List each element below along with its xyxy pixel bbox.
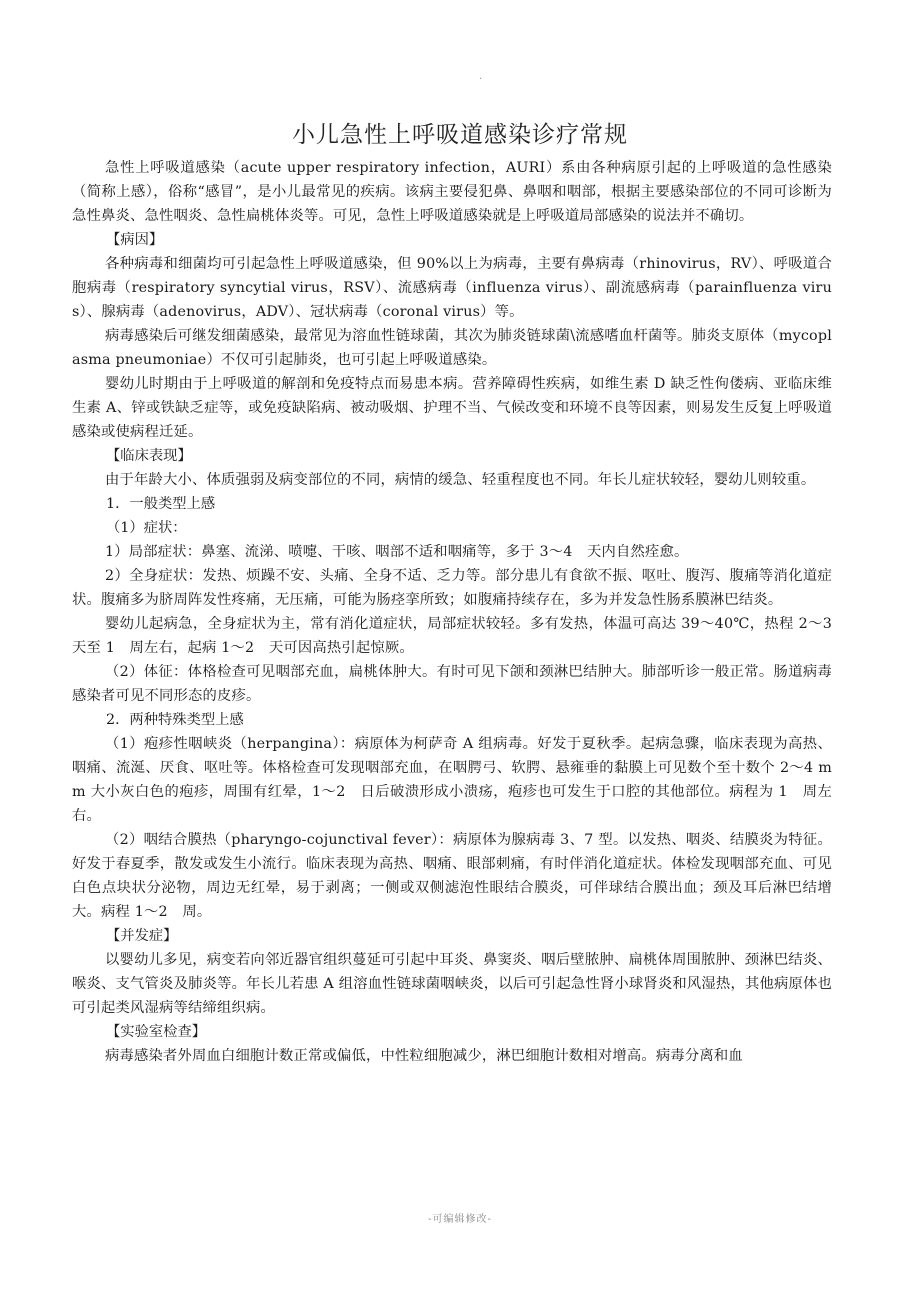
clinical-paragraph-signs: （2）体征：体格检查可见咽部充血，扁桃体肿大。有时可见下颌和颈淋巴结肿大。肺部听诊一般正常。肠道病毒感染者可见不同形态的皮疹。 bbox=[72, 664, 832, 704]
clinical-paragraph-pcf: （2）咽结合膜热（pharyngo-cojunctival fever）：病原体为腺病毒 3、7 型。以发热、咽炎、结膜炎为特征。好发于春夏季，散发或发生小流行。临床表现为高热、咽痛、眼部刺痛，有时伴消化道症状。体检发现咽部充血、可见白色点块状分泌物，周边无红晕，易于剥离；一侧或双侧滤泡性眼结合膜炎，可伴球结合膜出血；颈及耳后淋巴结增大。病程 1～2 周。 bbox=[72, 832, 832, 920]
etiology-paragraph-2: 病毒感染后可继发细菌感染，最常见为溶血性链球菌，其次为肺炎链球菌\流感嗜血杆菌等。肺炎支原体（mycoplasma pneumoniae）不仅可引起肺炎，也可引起上呼吸道感染。 bbox=[72, 328, 832, 368]
etiology-paragraph-3: 婴幼儿时期由于上呼吸道的解剖和免疫特点而易患本病。营养障碍性疾病，如维生素 D 缺乏性佝偻病、亚临床维生素 A、锌或铁缺乏症等，或免疫缺陷病、被动吸烟、护理不当、气候改变和环境不良等因素，则易发生反复上呼吸道感染或使病程迁延。 bbox=[72, 376, 832, 440]
section-heading-complications: 【并发症】 bbox=[106, 928, 178, 944]
top-mark: · bbox=[479, 74, 483, 85]
clinical-subheading-special: 2．两种特殊类型上感 bbox=[106, 712, 244, 728]
clinical-paragraph-local: 1）局部症状：鼻塞、流涕、喷嚏、干咳、咽部不适和咽痛等，多于 3～4 天内自然痊愈。 bbox=[105, 544, 689, 560]
section-heading-clinical: 【临床表现】 bbox=[106, 448, 192, 464]
complications-paragraph: 以婴幼儿多见，病变若向邻近器官组织蔓延可引起中耳炎、鼻窦炎、咽后壁脓肿、扁桃体周围脓肿、颈淋巴结炎、喉炎、支气管炎及肺炎等。年长儿若患 A 组溶血性链球菌咽峡炎，以后可引起急性肾小球肾炎和风湿热，其他病原体也可引起类风湿病等结缔组织病。 bbox=[72, 952, 832, 1016]
clinical-paragraph-systemic: 2）全身症状：发热、烦躁不安、头痛、全身不适、乏力等。部分患儿有食欲不振、呕吐、腹泻、腹痛等消化道症状。腹痛多为脐周阵发性疼痛，无压痛，可能为肠痉挛所致；如腹痛持续存在，多为并发急性肠系膜淋巴结炎。 bbox=[72, 568, 832, 608]
clinical-paragraph-1: 由于年龄大小、体质强弱及病变部位的不同，病情的缓急、轻重程度也不同。年长儿症状较轻，婴幼儿则较重。 bbox=[105, 472, 816, 488]
clinical-subheading-general: 1．一般类型上感 bbox=[106, 496, 216, 512]
clinical-paragraph-herpangina: （1）疱疹性咽峡炎（herpangina）：病原体为柯萨奇 A 组病毒。好发于夏秋季。起病急骤，临床表现为高热、咽痛、流涎、厌食、呕吐等。体格检查可发现咽部充血，在咽腭弓、软腭、悬雍垂的黏膜上可见数个至十数个 2～4 mm 大小灰白色的疱疹，周围有红晕，1～2 日后破溃形成小溃疡，疱疹也可发生于口腔的其他部位。病程为 1 周左右。 bbox=[72, 736, 832, 824]
clinical-paragraph-infant: 婴幼儿起病急，全身症状为主，常有消化道症状，局部症状较轻。多有发热，体温可高达 39～40℃，热程 2～3 天至 1 周左右，起病 1～2 天可因高热引起惊厥。 bbox=[72, 616, 847, 656]
intro-paragraph: 急性上呼吸道感染（acute upper respiratory infection，AURI）系由各种病原引起的上呼吸道的急性感染（简称上感），俗称“感冒”，是小儿最常见的疾病。该病主要侵犯鼻、鼻咽和咽部，根据主要感染部位的不同可诊断为急性鼻炎、急性咽炎、急性扁桃体炎等。可见，急性上呼吸道感染就是上呼吸道局部感染的说法并不确切。 bbox=[72, 160, 832, 224]
section-heading-etiology: 【病因】 bbox=[106, 232, 164, 248]
clinical-subheading-symptoms: （1）症状： bbox=[106, 520, 187, 536]
page-footer: -可编辑修改- bbox=[428, 1214, 492, 1225]
lab-paragraph: 病毒感染者外周血白细胞计数正常或偏低，中性粒细胞减少，淋巴细胞计数相对增高。病毒分离和血 bbox=[105, 1048, 743, 1064]
document-body bbox=[72, 156, 847, 1068]
etiology-paragraph-1: 各种病毒和细菌均可引起急性上呼吸道感染，但 90%以上为病毒，主要有鼻病毒（rhinovirus，RV）、呼吸道合胞病毒（respiratory syncytial virus，RSV）、流感病毒（influenza virus）、副流感病毒（parainfluenza virus）、腺病毒（adenovirus，ADV）、冠状病毒（coronal virus）等。 bbox=[72, 256, 832, 320]
page-title: 小儿急性上呼吸道感染诊疗常规 bbox=[292, 122, 628, 148]
section-heading-lab: 【实验室检查】 bbox=[106, 1024, 207, 1040]
